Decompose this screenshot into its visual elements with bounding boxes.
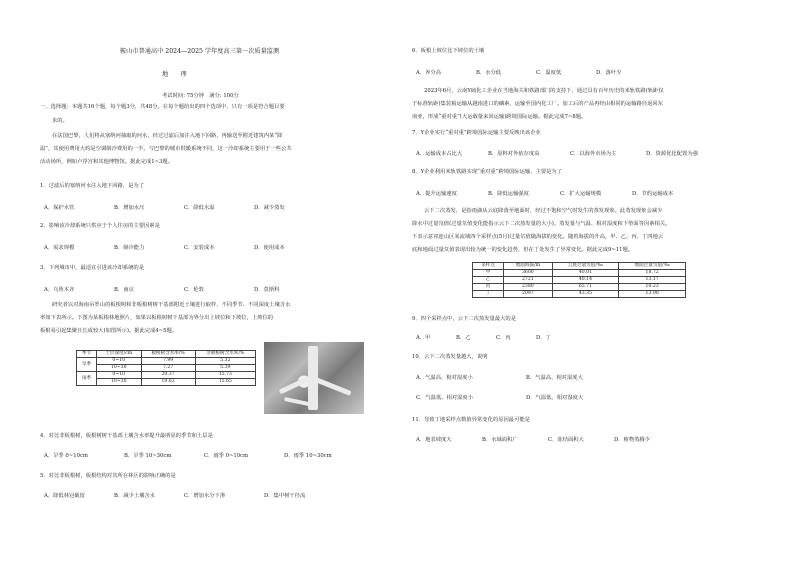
table-header-row: [473, 263, 686, 270]
question-5-option-a[interactable]: A．降低林冠截留: [44, 493, 85, 499]
question-4-stem: 4．对比非板根树，板根树树干基部土壤含水率提升最明显的季节和土层是: [40, 433, 213, 439]
question-8-stem: 8．Y企业利用米轨铁路实现“重对重”跨境国际运输，主要是为了: [412, 169, 563, 175]
table-cell: 2380: [504, 284, 552, 291]
question-8-option-a[interactable]: A．提升运输速度: [416, 191, 457, 197]
question-5-option-b[interactable]: B．减少土壤含水: [114, 493, 155, 499]
question-10-option-c[interactable]: C．气温低、相对湿度小: [416, 395, 474, 401]
table-cell: 3600: [504, 270, 552, 277]
question-5-option-d[interactable]: D．集中树干径流: [264, 493, 306, 499]
section-intro-line-2: 求的。: [52, 118, 68, 124]
question-7-options: [416, 151, 698, 158]
table-cell: 10~30: [96, 365, 141, 372]
question-3-option-c[interactable]: C．伦敦: [184, 287, 204, 293]
question-2-option-a[interactable]: A．需求规模: [44, 245, 75, 251]
table-cell: 40.14: [552, 277, 619, 284]
table-cell: 2721: [504, 277, 552, 284]
table-cell: 5.32: [195, 358, 255, 365]
question-10-options-row-1: [416, 375, 583, 382]
question-5-option-c[interactable]: C．增加水分下渗: [184, 493, 226, 499]
passage-2-line-1: 研究者以对海南吊罗山的板根树和非板根树树干基部附近土壤进行取样，不同季节、不同深度土壤含水: [52, 302, 291, 308]
question-11-stem: 11．导致丁地采样点数值异常变化的原因最可能是: [412, 417, 530, 423]
question-10-stem: 10．云下二次蒸发量越大，说明: [412, 354, 488, 360]
passage-3-line-2: 于标准轨距)集装箱运输从越南进口的磷素，运输至国内化工厂。加工后的产品再经由相同的运输路径返回东: [412, 101, 664, 107]
table-cell: 43.35: [552, 291, 619, 298]
table-cell: 15.73: [195, 372, 255, 379]
question-7-option-d[interactable]: D．资源优化配置为强: [646, 151, 698, 157]
question-11-option-c[interactable]: C．冻结面积大: [548, 437, 584, 443]
table-cell: 0~10: [96, 372, 141, 379]
question-4-option-c[interactable]: C．雨季 0~10cm: [204, 453, 249, 459]
table-cell: 13.17: [619, 277, 686, 284]
question-6-option-a[interactable]: A．养分高: [416, 70, 442, 76]
passage-4-line-4: 底和地面过量氘值表现出较为统一的变化趋势，但在丁处发生了异常变化。据此完成9~11题。: [412, 247, 634, 253]
question-6-option-b[interactable]: B．水分低: [476, 70, 502, 76]
table-row: [473, 284, 686, 291]
question-6-stem: 6．板根上坡位比下坡位的土壤: [412, 48, 485, 54]
question-9-stem: 9．四个采样点中，云下二次蒸发量最大的是: [412, 316, 517, 322]
question-4-option-a[interactable]: A．旱季 0~10cm: [44, 453, 88, 459]
passage-4-line-3: 下表示意祁连山区某流域四个采样点(5月)过量氘值随海拔的变化。随着海拔的升高，甲、乙、丙、丁四地云: [412, 234, 664, 240]
question-1-option-c[interactable]: C．降低水温: [184, 205, 215, 211]
table-cell: 甲: [473, 270, 504, 277]
table-row: [473, 277, 686, 284]
question-3-option-a[interactable]: A．乌鲁木齐: [44, 287, 75, 293]
table-cell: 20.37: [141, 372, 195, 379]
table-header-cell: 非板根树含水率/%: [195, 351, 255, 358]
passage-1-line-2: 温”，其使用费用大约是空调制冷费用的一半。与巴黎的城市供暖系统不同，这一冷却系统主要用于一些公共: [40, 146, 292, 152]
passage-3-line-3: 南亚，形成“重对重”(大运载量来回运输)跨境国际运输。据此完成7~8题。: [412, 114, 587, 120]
question-6-options: [416, 70, 621, 77]
table-cell: 5.39: [195, 365, 255, 372]
question-8-options: [416, 191, 673, 198]
table-cell: 旱季: [77, 358, 97, 372]
table-cell: 40.01: [552, 270, 619, 277]
table-header-cell: 板根树含水率/%: [141, 351, 195, 358]
table-row: [77, 379, 256, 386]
question-3-option-b[interactable]: B．南京: [114, 287, 134, 293]
passage-1-line-1: 在法国巴黎，人们将从塞纳河抽取的河水，经过过滤后加注入地下回路，再输送至附近建筑内某“降: [52, 133, 283, 139]
question-1-option-b[interactable]: B．增加水压: [114, 205, 145, 211]
question-4-options: [44, 453, 332, 460]
question-6-option-d[interactable]: D．落叶少: [596, 70, 622, 76]
question-11-option-d[interactable]: D．植物蒸腾少: [614, 437, 651, 443]
question-3-options: [44, 287, 279, 294]
question-8-option-d[interactable]: D．节约运输成本: [632, 191, 674, 197]
question-1-options: [44, 205, 285, 212]
table-cell: 10~30: [96, 379, 141, 386]
buttress-root-photo: [264, 342, 364, 414]
question-6-option-c[interactable]: C．温度低: [536, 70, 562, 76]
table-header-cell: 采样点: [473, 263, 504, 270]
table-row: [77, 358, 256, 365]
root-shape: [314, 377, 351, 396]
question-2-option-d[interactable]: D．使用成本: [254, 245, 285, 251]
table-cell: 65.71: [552, 284, 619, 291]
table-cell: 7.99: [141, 358, 195, 365]
question-2-option-c[interactable]: C．安装成本: [184, 245, 215, 251]
table-cell: 乙: [473, 277, 504, 284]
question-1-option-d[interactable]: D．减少蒸发: [254, 205, 285, 211]
question-4-option-d[interactable]: D．雨季 10~30cm: [284, 453, 332, 459]
soil-moisture-table: [76, 350, 256, 386]
question-5-stem: 5．对比非板根树，板根结构对其所在林区的影响正确的是: [40, 473, 176, 479]
deuterium-excess-table: [472, 262, 686, 298]
question-9-options: [416, 335, 551, 342]
table-cell: 19.62: [141, 379, 195, 386]
question-3-option-d[interactable]: D．莫斯科: [254, 287, 280, 293]
question-11-option-b[interactable]: B．水域面积广: [482, 437, 518, 443]
section-intro-line-1: 一、选择题：本题共16个题，每个题3分，共48分。在每个题给出的四个选项中，只有一项是符合题目要: [40, 104, 285, 110]
table-header-cell: 土层深度/cm: [96, 351, 141, 358]
question-4-option-b[interactable]: B．旱季 10~30cm: [124, 453, 172, 459]
table-header-cell: 云底过量氘值/‰: [552, 263, 619, 270]
question-1-option-a[interactable]: A．保护水管: [44, 205, 75, 211]
question-9-option-a[interactable]: A．甲: [416, 335, 431, 341]
exam-title: 鞍山市普通高中 2024—2025 学年度高三第一次质量监测: [120, 48, 280, 55]
question-10-option-a[interactable]: A．气温高、相对湿度小: [416, 375, 473, 381]
question-9-option-d[interactable]: D．丁: [536, 335, 551, 341]
table-header-cell: 季节: [77, 351, 97, 358]
table-cell: 7.27: [141, 365, 195, 372]
exam-meta: 考试时间: 75分钟 满分: 100分: [162, 93, 239, 99]
question-7-option-c[interactable]: C．以海外市场为主: [570, 151, 617, 157]
passage-1-line-3: 活动场所，例如卢浮宫和其他博物馆。据此完成1~3题。: [40, 159, 174, 165]
question-11-option-a[interactable]: A．地表坡度大: [416, 437, 452, 443]
table-row: [77, 365, 256, 372]
question-5-options: [44, 493, 305, 500]
question-11-options: [416, 437, 650, 444]
table-cell: 10.23: [619, 284, 686, 291]
table-row: [77, 372, 256, 379]
question-10-option-d[interactable]: D．气温低、相对湿度大: [526, 395, 584, 401]
question-10-option-b[interactable]: B．气温高、相对湿度大: [526, 375, 583, 381]
passage-2-line-2: 率如下表所示。下图为某板根林地照片，如果以板根树树干基部为界分出上坡位和下坡位，上坡位的: [40, 315, 274, 321]
question-9-option-b[interactable]: B．乙: [456, 335, 471, 341]
exam-subject: 地 理: [162, 71, 187, 78]
question-7-option-a[interactable]: A．运输成本占比大: [416, 151, 463, 157]
passage-4-line-2: 降水中过量氘值(过量氘值变化能指示云下二次蒸发量的大小)。蒸发量与气温、相对湿度和下垫面等因素相关。: [412, 221, 671, 227]
table-row: [473, 291, 686, 298]
table-cell: 2097: [504, 291, 552, 298]
table-cell: 雨季: [77, 372, 97, 386]
question-2-stem: 2．影响该冷却系统只供应于个人住房的主要因素是: [40, 223, 160, 229]
table-cell: 18.72: [619, 270, 686, 277]
passage-4-line-1: 云下二次蒸发，是指雨滴从云底降落至地面时，经过不饱和空气时发生的蒸发现象。此蒸发现象会减少: [424, 208, 663, 214]
question-2-option-b[interactable]: B．制冷能力: [114, 245, 145, 251]
table-header-cell: 地面过量氘值/‰: [619, 263, 686, 270]
passage-3-line-1: 2023年6月，云南Y硫化工企业在当地海关和铁路部门的支持下，通过具有百年历史的米轨铁路(轨距仅: [424, 88, 664, 94]
question-1-stem: 1．过滤后的塞纳河水注入地下回路，是为了: [40, 183, 145, 189]
table-header-cell: 地面海拔/m: [504, 263, 552, 270]
question-7-option-b[interactable]: B．原料对外依存度高: [488, 151, 540, 157]
question-10-options-row-2: [416, 395, 583, 402]
table-cell: 0~10: [96, 358, 141, 365]
question-2-options: [44, 245, 285, 252]
question-7-stem: 7．Y企业实行“重对重”跨境国际运输主要反映出该企业: [412, 130, 541, 136]
question-3-stem: 3．下列城市中，最适宜引进该冷却系统的是: [40, 265, 145, 271]
table-cell: 13.90: [619, 291, 686, 298]
table-cell: 15.65: [195, 379, 255, 386]
question-8-option-c[interactable]: C．扩大运输规模: [560, 191, 602, 197]
table-cell: 丙: [473, 284, 504, 291]
question-8-option-b[interactable]: B．降低运输强度: [488, 191, 529, 197]
table-header-row: [77, 351, 256, 358]
table-row: [473, 270, 686, 277]
table-cell: 丁: [473, 291, 504, 298]
passage-2-line-3: 板根易引起集聚且长成较大(如图所示)。据此完成4~5题。: [40, 328, 178, 334]
question-9-option-c[interactable]: C．丙: [496, 335, 511, 341]
